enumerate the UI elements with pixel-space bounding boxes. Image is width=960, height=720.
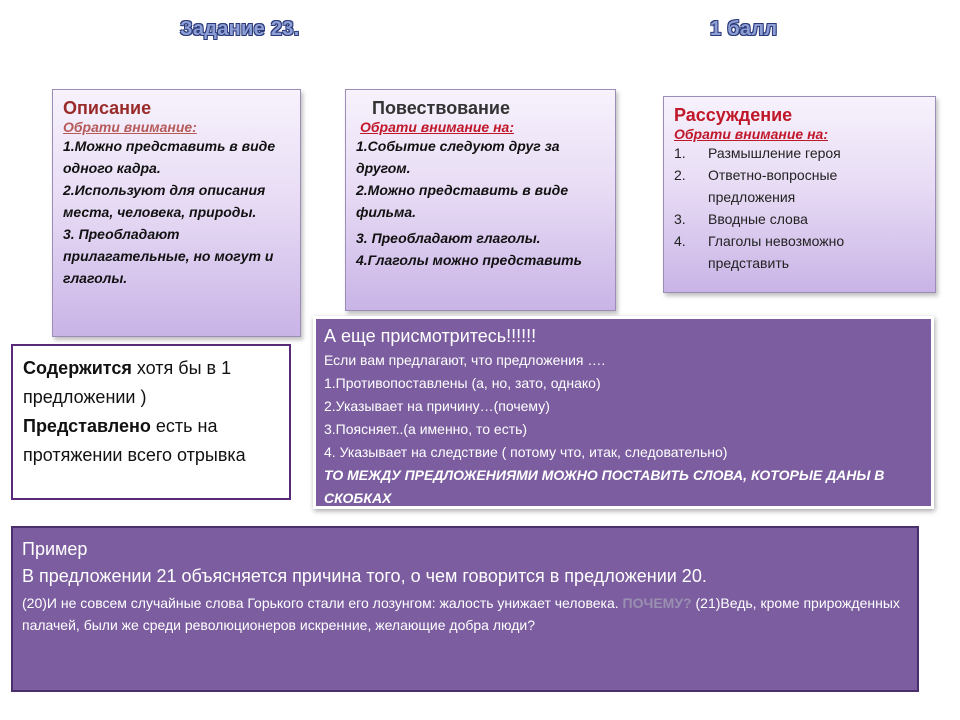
list-item: 1. Размышление героя [674, 145, 841, 161]
list-item: 4. Глаголы невозможно представить [674, 233, 845, 271]
list-item: 3. Преобладают прилагательные, но могут и глаголы. [63, 226, 274, 286]
look-closer-conclusion: ТО МЕЖДУ ПРЕДЛОЖЕНИЯМИ МОЖНО ПОСТАВИТЬ СЛОВА, КОТОРЫЕ ДАНЫ В СКОБКАХ [324, 467, 885, 506]
contains-word: Содержится [23, 358, 132, 378]
list-item: 1.Можно представить в виде одного кадра. [63, 138, 276, 176]
represented-rest: есть на протяжении всего отрывка [23, 416, 246, 465]
list-item: 2. Ответно-вопросные предложения [674, 167, 838, 205]
card-reasoning-note: Обрати внимание на: [674, 126, 828, 142]
example-main-text: В предложении 21 объясняется причина того, о чем говорится в предложении 20. [22, 566, 707, 586]
example-quote: (20)И не совсем случайные слова Горького стали его лозунгом: жалость унижает человека. ПОЧЕМУ? (21)Ведь, кроме прирожденных палачей, были же среди революционеров искренние, желающие добра люди? [22, 595, 900, 633]
look-closer-box [313, 316, 934, 509]
card-description-note: Обрати внимание: [63, 119, 197, 135]
list-item: 4.Глаголы можно представить [356, 252, 582, 268]
card-narration-title: Повествование [372, 98, 510, 118]
look-closer-line: 4. Указывает на следствие ( потому что, итак, следовательно) [324, 444, 728, 460]
look-closer-line: Если вам предлагают, что предложения …. [324, 352, 606, 368]
card-description-list [63, 135, 290, 289]
list-item: 2.Используют для описания места, человека, природы. [63, 182, 266, 220]
card-reasoning [663, 96, 936, 293]
list-item: 2.Можно представить в виде фильма. [356, 182, 569, 220]
why-label: ПОЧЕМУ? [622, 595, 692, 611]
represented-word: Представлено [23, 416, 151, 436]
card-narration-note: Обрати внимание на: [360, 119, 514, 135]
example-box [11, 526, 919, 692]
list-item: 1.Событие следуют друг за другом. [356, 138, 560, 176]
look-closer-line: 3.Поясняет..(а именно, то есть) [324, 421, 528, 437]
list-item: 3. Вводные слова [674, 211, 808, 227]
look-closer-line: 1.Противопоставлены (а, но, зато, однако) [324, 375, 601, 391]
list-item: 3. Преобладают глаголы. [356, 230, 541, 246]
look-closer-title: А еще присмотритесь!!!!!! [324, 326, 537, 346]
card-narration-list [356, 135, 605, 271]
look-closer-line: 2.Указывает на причину…(почему) [324, 398, 550, 414]
contains-box [11, 344, 291, 500]
card-description-title: Описание [63, 98, 152, 118]
task-heading: Задание 23. [180, 18, 300, 40]
example-title: Пример [22, 539, 88, 559]
card-description [52, 89, 301, 337]
card-reasoning-title: Рассуждение [674, 105, 793, 125]
card-narration [345, 89, 616, 311]
score-heading: 1 балл [710, 18, 778, 40]
contains-rest: хотя бы в 1 предложении ) [23, 358, 232, 407]
card-reasoning-list [674, 142, 925, 274]
